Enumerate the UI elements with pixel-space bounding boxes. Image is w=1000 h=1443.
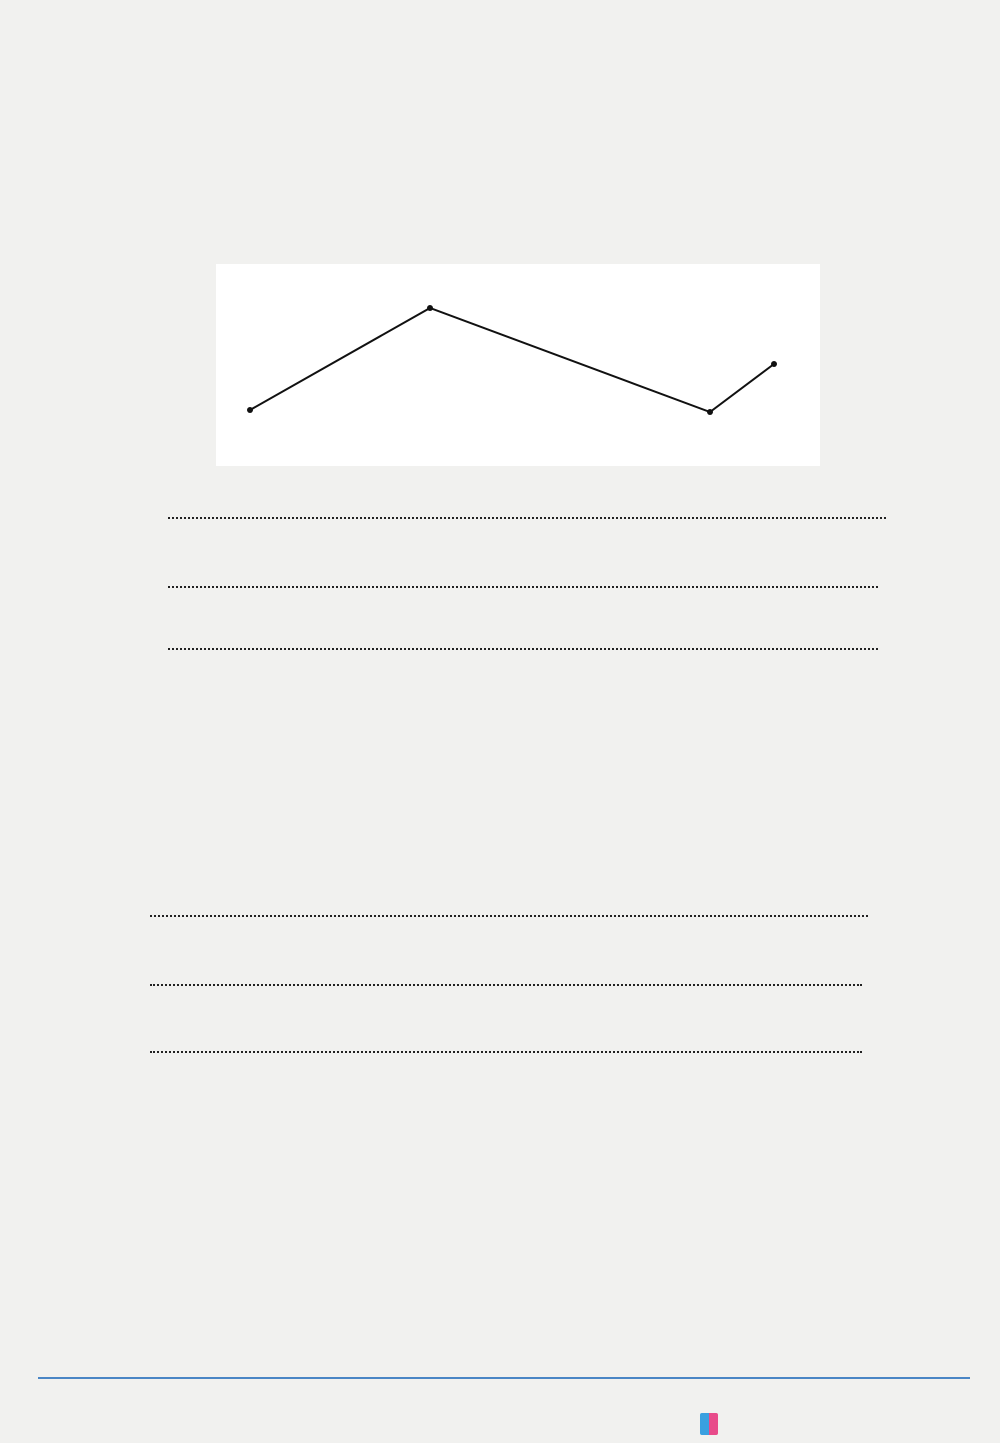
polyline-abcd-diagram <box>216 264 820 466</box>
liveworksheets-logo-icon <box>700 1413 718 1435</box>
dashed-border-left <box>0 140 12 1293</box>
point-c <box>707 409 713 415</box>
pencil-border-top <box>0 0 1000 140</box>
point-d <box>771 361 777 367</box>
bai4-answer-line-3[interactable] <box>168 648 878 650</box>
point-b <box>427 305 433 311</box>
point-a <box>247 407 253 413</box>
liveworksheets-watermark <box>700 1406 722 1441</box>
footer-rule <box>38 1377 970 1379</box>
bai5-answer-line-2[interactable] <box>150 984 862 986</box>
polyline-abcd <box>250 308 774 412</box>
dashed-border-right <box>980 140 992 1293</box>
pencil-border-bottom <box>0 1298 1000 1408</box>
bai5-answer-line-1[interactable] <box>150 915 868 917</box>
bai5-answer-line-3[interactable] <box>150 1051 862 1053</box>
bai4-answer-line-2[interactable] <box>168 586 878 588</box>
bai4-answer-line-1[interactable] <box>168 517 886 519</box>
polyline-figure <box>216 264 820 466</box>
